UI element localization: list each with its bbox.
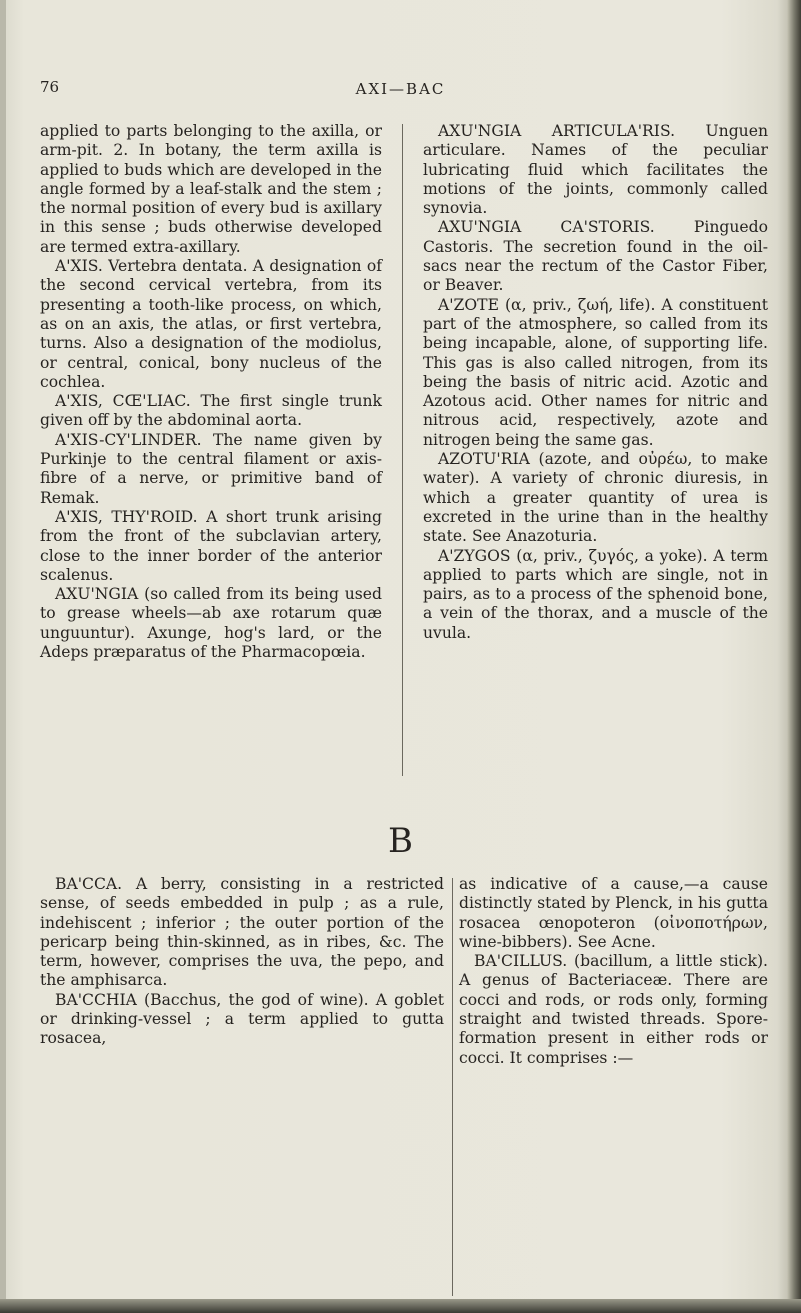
dictionary-entry: BA'CCHIA (Bacchus, the god of wine). A goblet or drinking-vessel ; a term applied to gutta rosacea, [40, 990, 444, 1048]
dictionary-entry: A'ZYGOS (α, priv., ζυγός, a yoke). A term applied to parts which are single, not in pairs, as to a process of the sphenoid bone, a vein of the thorax, and a muscle of the uvula. [423, 546, 768, 642]
page-header [0, 78, 801, 108]
column-divider [402, 124, 403, 776]
dictionary-entry: A'XIS, CŒ'LIAC. The first single trunk given off by the abdominal aorta. [40, 392, 382, 430]
dictionary-entry: A'XIS. Vertebra dentata. A designation of the second cervical vertebra, from its presenting a tooth-like process, on which, as on an axis, the atlas, or first vertebra, turns. Also a designation of the modiolus, or central, conical, bony nucleus of the cochlea. [40, 257, 382, 391]
dictionary-entry: A'XIS-CY'LINDER. The name given by Purkinje to the central filament or axis-fibre of a nerve, or primitive band of Remak. [40, 430, 382, 507]
dictionary-entry: BA'CILLUS. (bacillum, a little stick). A genus of Bacteriaceæ. There are cocci and rods, or rods only, forming straight and twisted threads. Spore-formation present in either rods or cocci. It comprises :— [459, 952, 768, 1067]
dictionary-entry: A'XIS, THY'ROID. A short trunk arising from the front of the subclavian artery, close to the inner border of the anterior scalenus. [40, 507, 382, 584]
column-1 [40, 122, 382, 662]
dictionary-entry: AXU'NGIA ARTICULA'RIS. Unguen articulare. Names of the peculiar lubricating fluid which facilitates the motions of the joints, commonly called synovia. [423, 122, 768, 218]
dictionary-entry: applied to parts belonging to the axilla, or arm-pit. 2. In botany, the term axilla is applied to buds which are developed in the angle formed by a leaf-stalk and the stem ; the normal position of every bud is axillary in this sense ; buds otherwise developed are termed extra-axillary. [40, 122, 382, 256]
dictionary-entry: A'ZOTE (α, priv., ζωή, life). A constituent part of the atmosphere, so called from its being incapable, alone, of supporting life. This gas is also called nitrogen, from its being the basis of nitric acid. Azotic and Azotous acid. Other names for nitric and nitrous acid, respectively, azote and nitrogen being the same gas. [423, 295, 768, 449]
column-2 [423, 122, 768, 643]
book-fore-edge [787, 0, 801, 1313]
dictionary-entry: as indicative of a cause,—a cause distinctly stated by Plenck, in his gutta rosacea œnopoteron (οἰνοποτήρων, wine-bibbers). See Acne. [459, 875, 768, 951]
column-divider [452, 878, 453, 1296]
column-3 [40, 875, 444, 1049]
running-head: AXI—BAC [355, 80, 446, 98]
book-bottom-edge [0, 1299, 801, 1313]
dictionary-entry: BA'CCA. A berry, consisting in a restricted sense, of seeds embedded in pulp ; as a rule, indehiscent ; inferior ; the outer portion of the pericarp being thin-skinned, as in ribes, &c. The term, however, comprises the uva, the pepo, and the amphisarca. [40, 875, 444, 990]
dictionary-entry: AZOTU'RIA (azote, and οὐρέω, to make water). A variety of chronic diuresis, in which a greater quantity of urea is excreted in the urine than in the healthy state. See Anazoturia. [423, 450, 768, 546]
column-4 [459, 875, 768, 1068]
section-letter: B [388, 821, 413, 861]
dictionary-entry: AXU'NGIA CA'STORIS. Pinguedo Castoris. The secretion found in the oil-sacs near the rectum of the Castor Fiber, or Beaver. [423, 218, 768, 295]
dictionary-entry: AXU'NGIA (so called from its being used to grease wheels—ab axe rotarum quæ unguuntur). Axunge, hog's lard, or the Adeps præparatus of the Pharmacopœia. [40, 585, 382, 662]
page-gutter-shadow [0, 0, 6, 1313]
page-number: 76 [40, 78, 60, 96]
